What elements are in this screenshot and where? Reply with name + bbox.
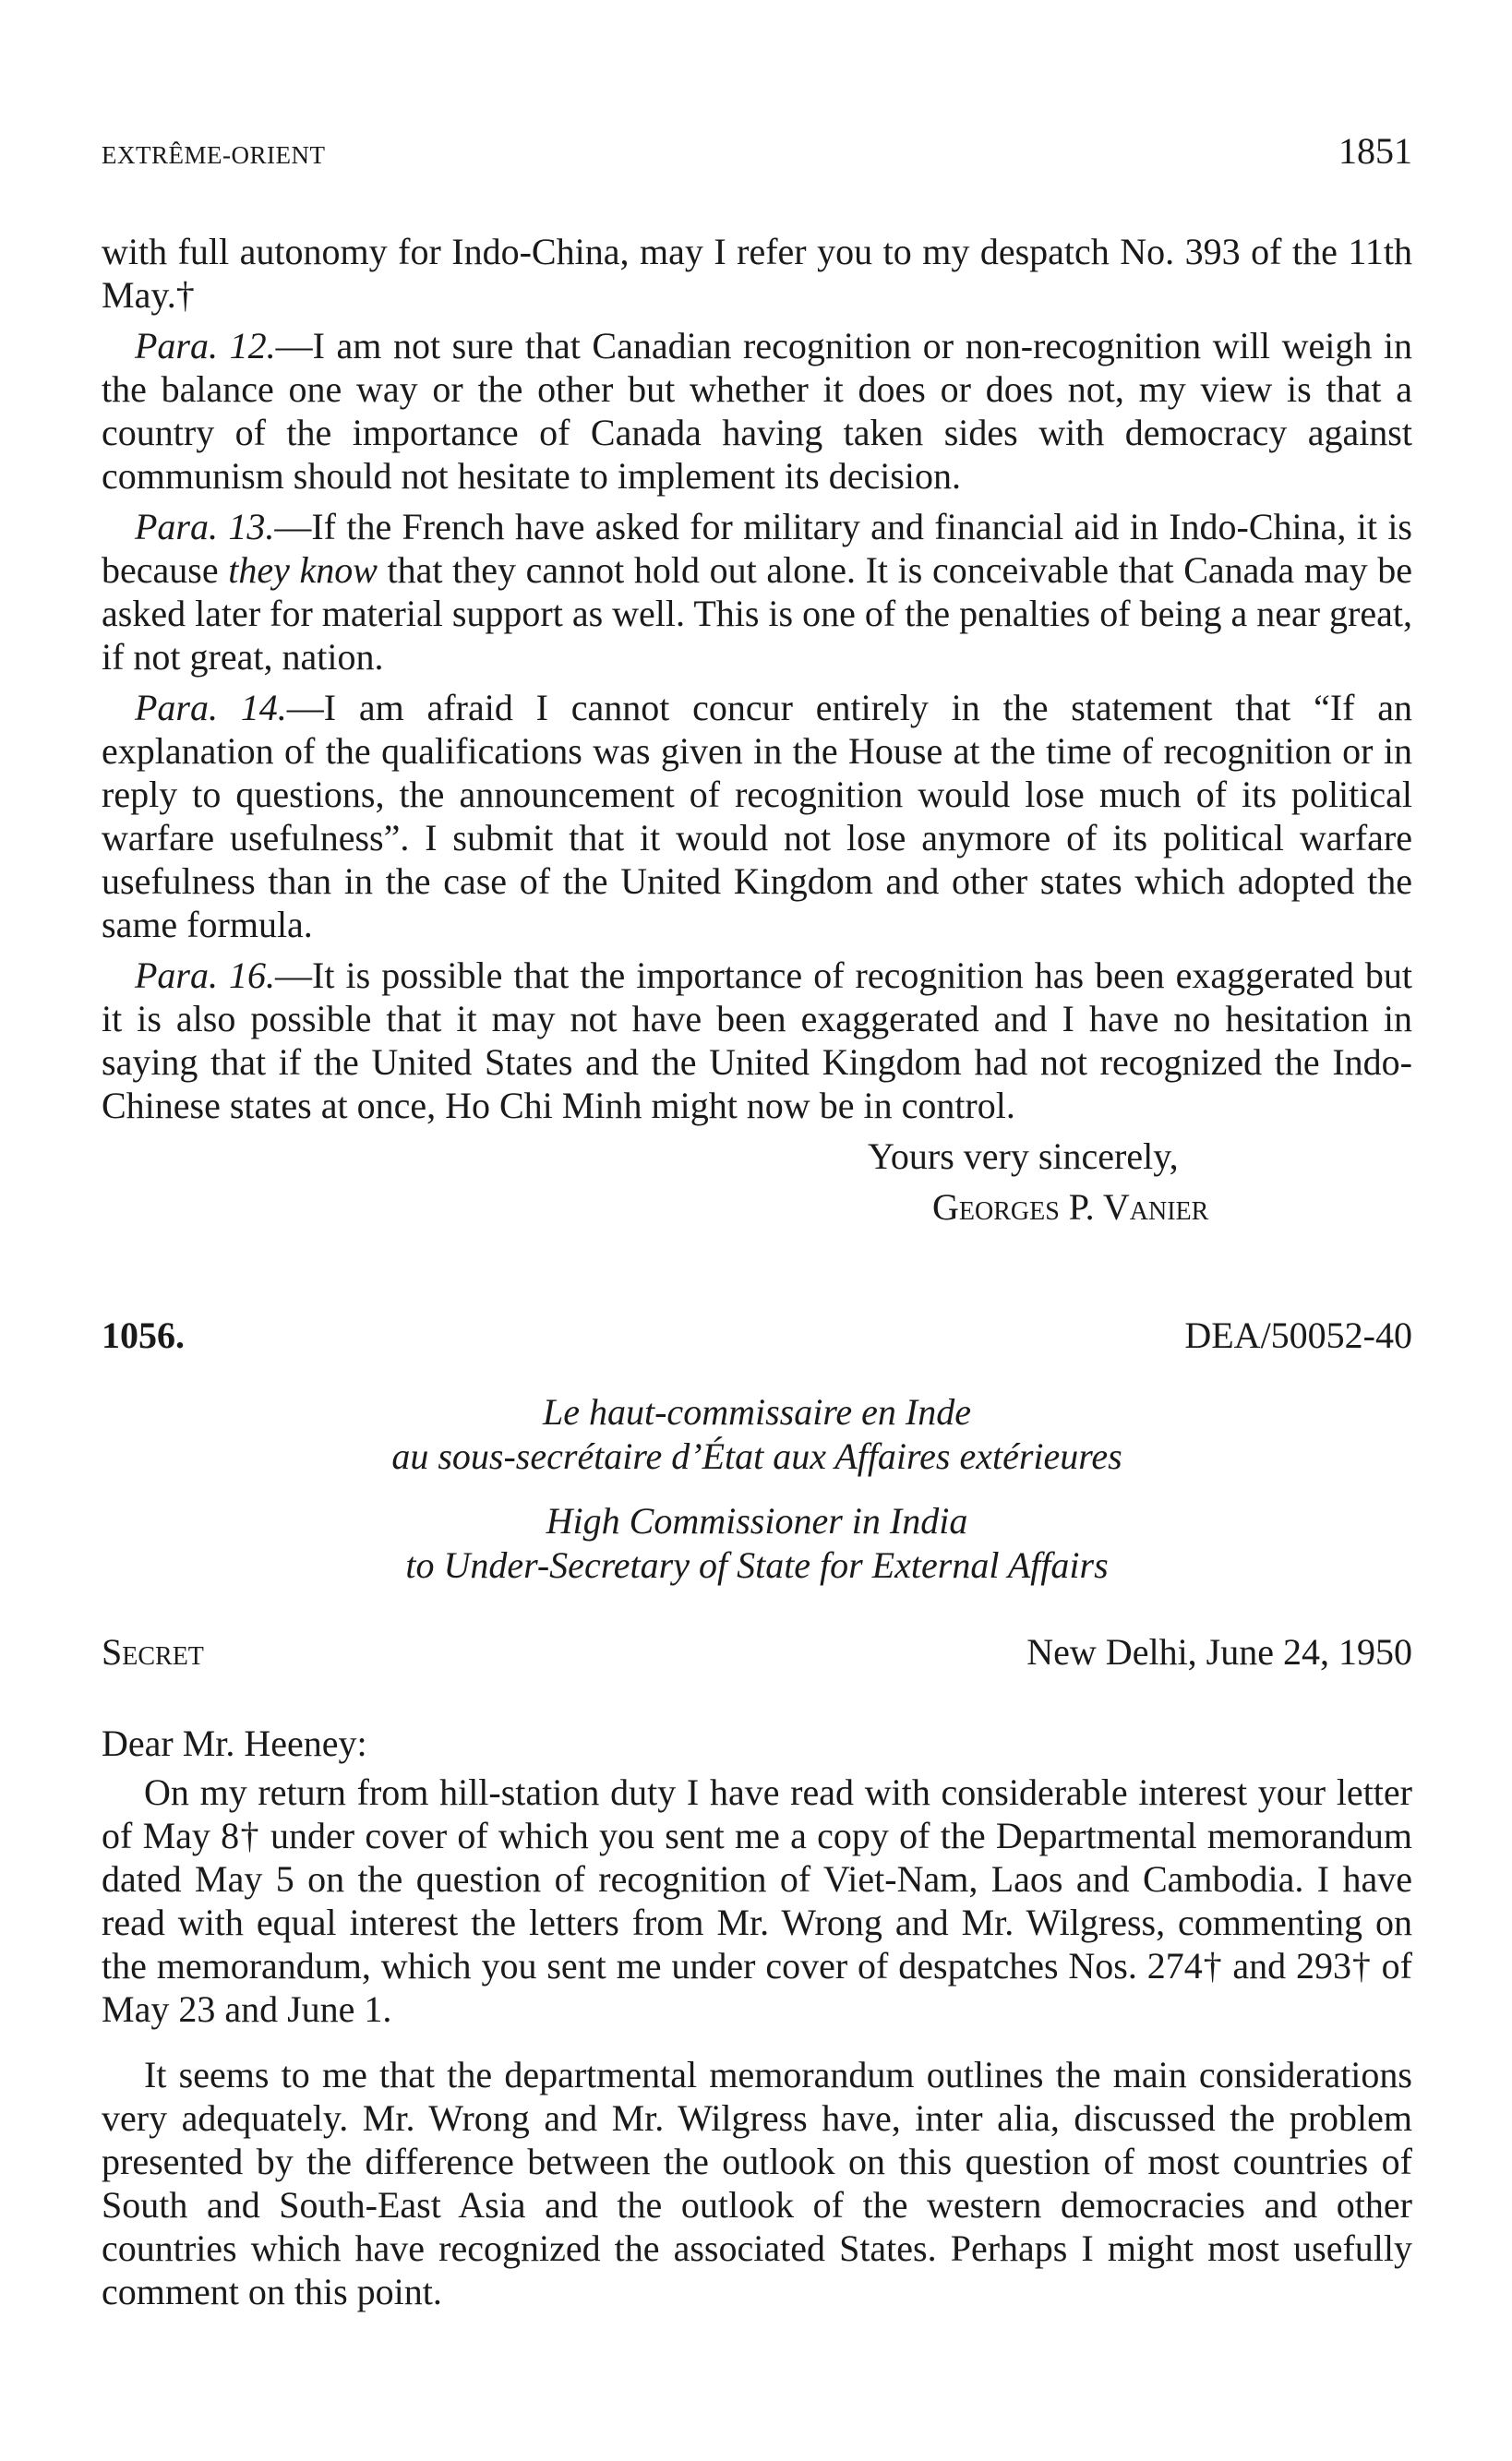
para-text: —If the French have asked for military and financial aid in Indo-China, it is because (102, 506, 1412, 591)
para-16 (102, 954, 1412, 1127)
french-heading-line: Le haut-commissaire en Inde (543, 1391, 971, 1433)
english-heading-line: High Commissioner in India (546, 1500, 968, 1542)
letter-continuation (102, 230, 1412, 1229)
document-number: 1056. (102, 1315, 185, 1356)
para-13 (102, 505, 1412, 678)
closing-salutation: Yours very sincerely, (868, 1135, 1179, 1177)
french-heading (102, 1390, 1412, 1479)
body-paragraph: It seems to me that the departmental memorandum outlines the main considerations very adequately. Mr. Wrong and Mr. Wilgress have, inter alia, discussed the problem presented by the difference between the outlook on this question of most countries of South and South-East Asia and the outlook of the western democracies and other countries which have recognized the associated States. Perhaps I might most usefully comment on this point. (102, 2054, 1412, 2312)
greeting: Dear Mr. Heeney: (102, 1723, 367, 1764)
para-label: Para. 13. (135, 506, 275, 547)
english-heading (102, 1499, 1412, 1588)
para-text: —I am not sure that Canadian recognition or non-recognition will weigh in the balance one way or the other but whether it does or does not, my view is that a country of the importance of Canada having taken sides with democracy against communism should not hesitate to implement its decision. (102, 325, 1413, 497)
para-14 (102, 686, 1412, 946)
classification: Secret (102, 1631, 204, 1673)
running-title: EXTRÊME-ORIENT (102, 141, 326, 169)
body-paragraph: On my return from hill-station duty I have read with considerable interest your letter of May 8† under cover of which you sent me a copy of the Departmental memorandum dated May 5 on the question of recognition of Viet-Nam, Laos and Cambodia. I have read with equal interest the letters from Mr. Wrong and Mr. Wilgress, commenting on the memorandum, which you sent me under cover of despatches Nos. 274† and 293† of May 23 and June 1. (102, 1771, 1412, 2030)
para-text: —It is possible that the importance of recognition has been exaggerated but it is also possible that it may not have been exaggerated and I have no hesitation in saying that if the United States and the United Kingdom had not recognized the Indo-Chinese states at once, Ho Chi Minh might now be in control. (102, 954, 1412, 1126)
french-heading-line: au sous-secrétaire d’État aux Affaires extérieures (391, 1435, 1122, 1477)
para-12 (102, 324, 1412, 498)
english-heading-line: to Under-Secretary of State for External Affairs (405, 1544, 1109, 1586)
document-page (102, 129, 1412, 2313)
continuation-paragraph: with full autonomy for Indo-China, may I refer you to my despatch No. 393 of the 11th May.† (102, 231, 1412, 316)
para-emphasis: they know (228, 549, 378, 591)
dateline: New Delhi, June 24, 1950 (1026, 1631, 1412, 1673)
running-head (102, 129, 1412, 173)
document-reference: DEA/50052-40 (1184, 1315, 1412, 1356)
para-text: that they cannot hold out alone. It is conceivable that Canada may be asked later for material support as well. This is one of the penalties of being a near great, if not great, nation. (102, 549, 1412, 678)
letter-closing (868, 1134, 1412, 1229)
para-text: —I am afraid I cannot concur entirely in the statement that “If an explanation of the qualifications was given in the House at the time of recognition or in reply to questions, the announcement of recognition would lose much of its political warfare usefulness”. I submit that it would not lose anymore of its political warfare usefulness than in the case of the United Kingdom and other states which adopted the same formula. (102, 687, 1413, 945)
para-label: Para. 14. (135, 687, 287, 728)
document-header (102, 1314, 1412, 1357)
para-label: Para. 16. (135, 954, 276, 996)
para-label: Para. 12. (135, 325, 276, 366)
signature: Georges P. Vanier (932, 1186, 1209, 1228)
page-number: 1851 (1338, 130, 1412, 172)
dateline-row (102, 1630, 1412, 1674)
